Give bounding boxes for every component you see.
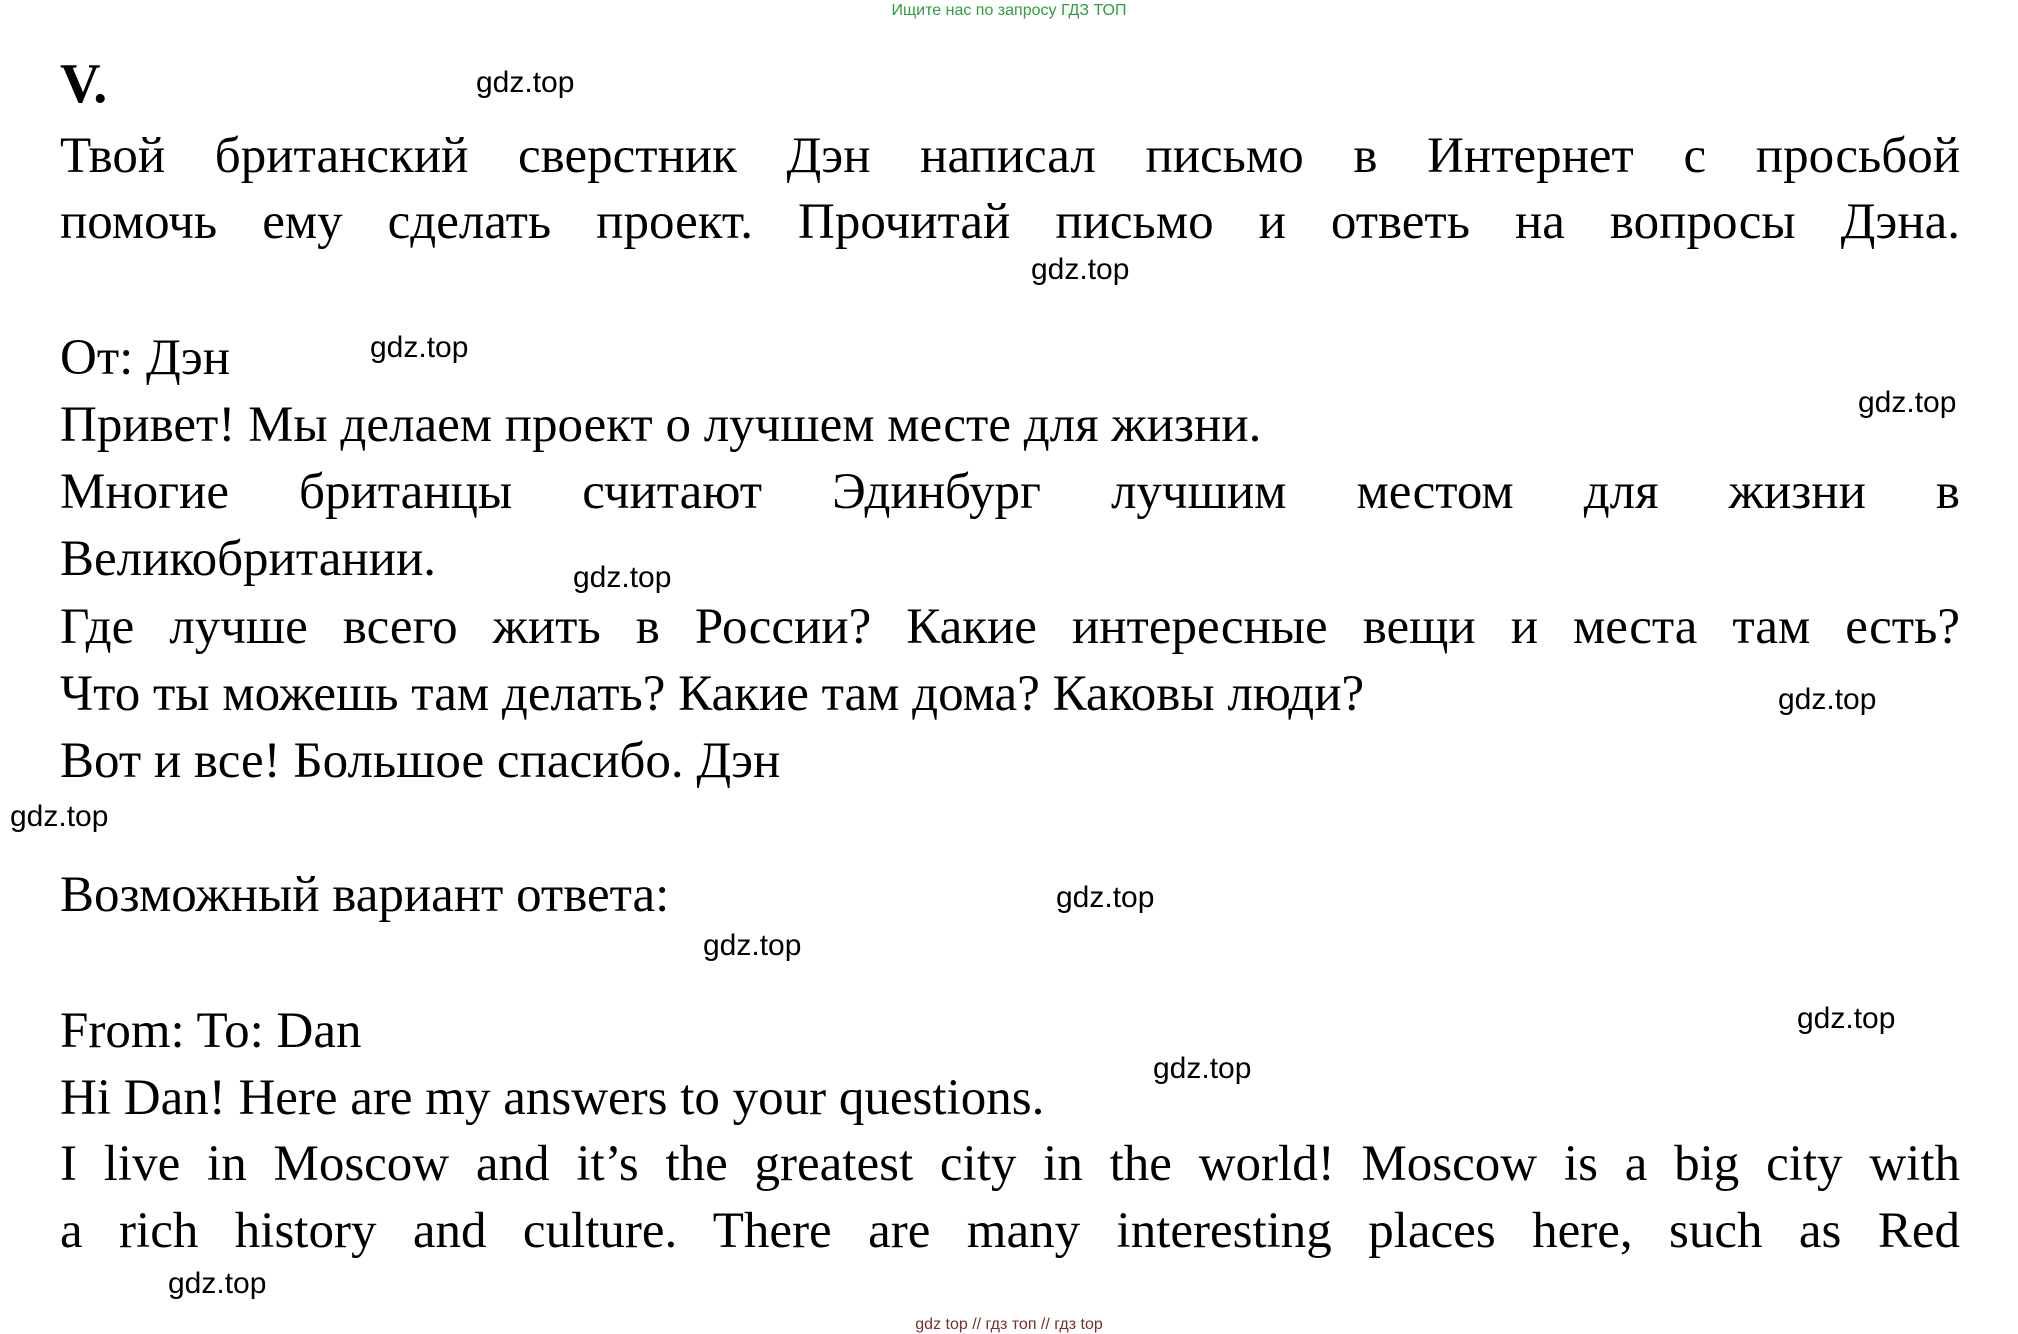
watermark: gdz.top <box>476 66 575 99</box>
answer-label: Возможный вариант ответа: <box>60 867 670 923</box>
exercise-number: V. <box>60 53 108 115</box>
search-hint: Ищите нас по запросу ГДЗ ТОП <box>891 2 1127 19</box>
watermark: gdz.top <box>703 929 802 962</box>
watermark: gdz.top <box>1797 1002 1896 1035</box>
watermark: gdz.top <box>1153 1052 1252 1085</box>
watermark: gdz.top <box>168 1267 267 1300</box>
answer-line-3: a rich history and culture. There are many interesting places here, such as Red <box>60 1203 1960 1259</box>
watermark: gdz.top <box>1778 683 1877 716</box>
answer-line-1: Hi Dan! Here are my answers to your questions. <box>60 1070 1045 1126</box>
footer-watermark: gdz top // гдз топ // гдз top <box>915 1316 1103 1333</box>
letter-line-3: Великобритании. <box>60 531 437 587</box>
letter-line-2: Многие британцы считают Эдинбург лучшим местом для жизни в <box>60 464 1960 520</box>
watermark: gdz.top <box>370 331 469 364</box>
letter-from: От: Дэн <box>60 330 231 386</box>
watermark: gdz.top <box>1858 386 1957 419</box>
letter-line-4: Где лучше всего жить в России? Какие интересные вещи и места там есть? <box>60 599 1960 655</box>
letter-line-1: Привет! Мы делаем проект о лучшем месте для жизни. <box>60 397 1262 453</box>
task-line-1: Твой британский сверстник Дэн написал письмо в Интернет с просьбой <box>60 128 1960 184</box>
answer-from-to: From: To: Dan <box>60 1003 362 1059</box>
watermark: gdz.top <box>1031 253 1130 286</box>
watermark: gdz.top <box>10 800 109 833</box>
letter-line-5: Что ты можешь там делать? Какие там дома? Каковы люди? <box>60 666 1365 722</box>
answer-line-2: I live in Moscow and it’s the greatest city in the world! Moscow is a big city with <box>60 1136 1960 1192</box>
watermark: gdz.top <box>573 561 672 594</box>
letter-line-6: Вот и все! Большое спасибо. Дэн <box>60 733 781 789</box>
task-line-2: помочь ему сделать проект. Прочитай письмо и ответь на вопросы Дэна. <box>60 194 1960 250</box>
watermark: gdz.top <box>1056 881 1155 914</box>
